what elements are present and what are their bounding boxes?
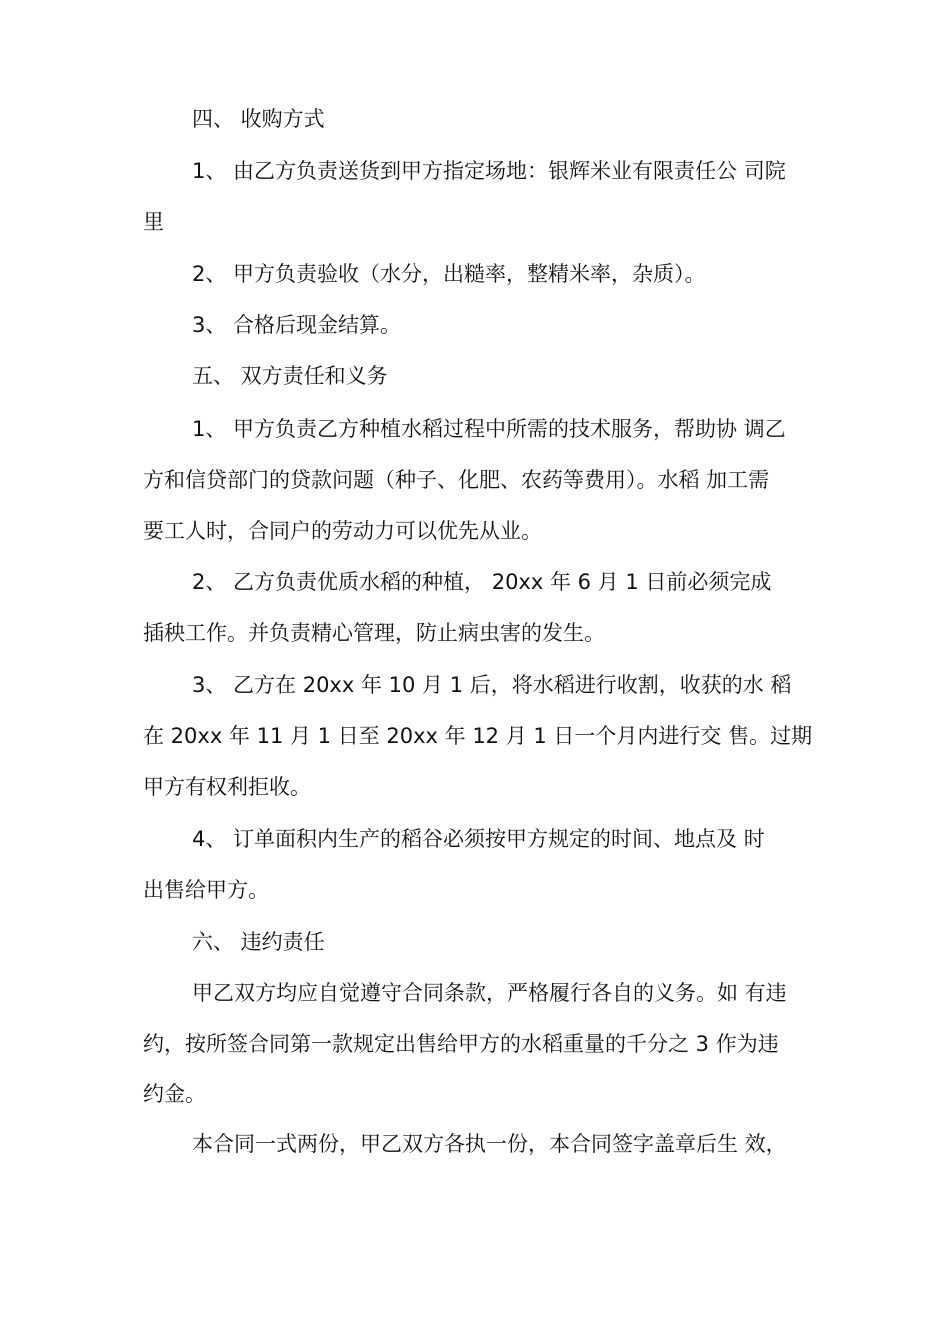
paragraph-line: 1、 甲方负责乙方种植水稻过程中所需的技术服务，帮助协 调乙	[192, 417, 786, 441]
paragraph-line: 在 20xx 年 11 月 1 日至 20xx 年 12 月 1 日一个月内进行交 售。过期	[143, 724, 813, 748]
paragraph-line: 甲方有权利拒收。	[143, 775, 311, 799]
paragraph-line: 出售给甲方。	[143, 878, 269, 902]
paragraph-line: 3、 合格后现金结算。	[192, 313, 402, 337]
section-heading-purchase-method: 四、 收购方式	[192, 107, 325, 131]
section-heading-responsibilities: 五、 双方责任和义务	[192, 364, 388, 388]
paragraph-line: 约金。	[143, 1082, 206, 1106]
paragraph-line: 约，按所签合同第一款规定出售给甲方的水稻重量的千分之 3 作为违	[143, 1032, 779, 1056]
paragraph-line: 4、 订单面积内生产的稻谷必须按甲方规定的时间、地点及 时	[192, 827, 765, 851]
section-heading-breach-liability: 六、 违约责任	[192, 930, 325, 954]
paragraph-line: 3、 乙方在 20xx 年 10 月 1 后，将水稻进行收割，收获的水 稻	[192, 673, 792, 697]
paragraph-line: 要工人时，合同户的劳动力可以优先从业。	[143, 519, 542, 543]
paragraph-line: 里	[143, 210, 164, 234]
paragraph-line: 方和信贷部门的贷款问题（种子、化肥、农药等费用）。水稻 加工需	[143, 468, 770, 492]
paragraph-line: 2、 甲方负责验收（水分，出糙率，整精米率，杂质）。	[192, 262, 706, 286]
paragraph-line: 1、 由乙方负责送货到甲方指定场地：银辉米业有限责任公 司院	[192, 159, 786, 183]
paragraph-line: 甲乙双方均应自觉遵守合同条款，严格履行各自的义务。如 有违	[192, 981, 787, 1005]
paragraph-line: 本合同一式两份，甲乙双方各执一份，本合同签字盖章后生 效，	[192, 1132, 787, 1156]
paragraph-line: 插秧工作。并负责精心管理，防止病虫害的发生。	[143, 621, 605, 645]
paragraph-line: 2、 乙方负责优质水稻的种植， 20xx 年 6 月 1 日前必须完成	[192, 570, 772, 594]
